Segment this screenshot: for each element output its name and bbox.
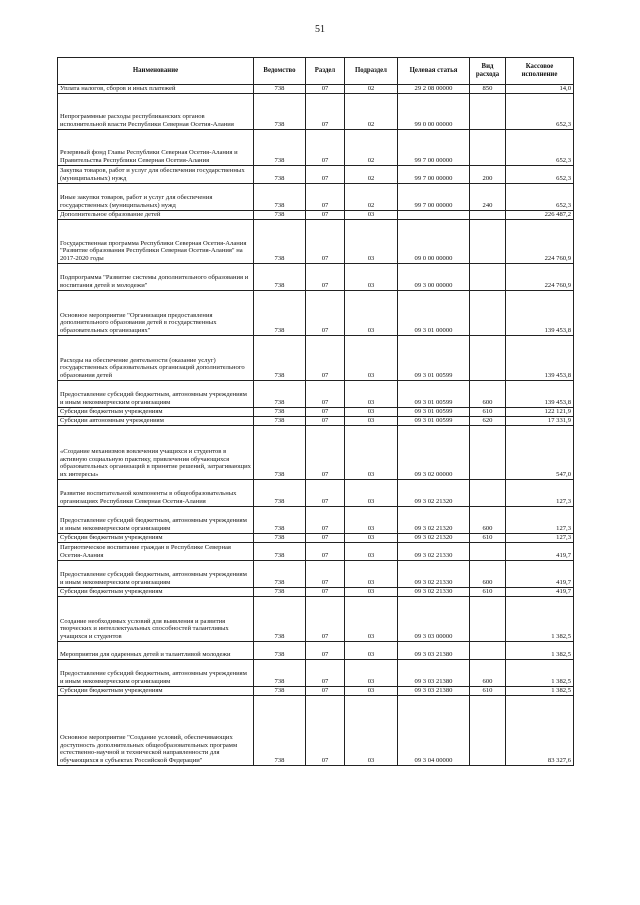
cell-dept: 738 <box>254 534 306 543</box>
table-row <box>58 220 574 264</box>
cell-section: 07 <box>306 543 345 561</box>
cell-kind <box>470 336 506 381</box>
cell-section: 07 <box>306 336 345 381</box>
table-row <box>58 507 574 534</box>
cell-subsection: 03 <box>345 588 398 597</box>
cell-section: 07 <box>306 381 345 408</box>
cell-kind <box>470 220 506 264</box>
cell-kind <box>470 211 506 220</box>
cell-section: 07 <box>306 642 345 660</box>
cell-subsection: 03 <box>345 220 398 264</box>
cell-kind <box>470 480 506 507</box>
cell-target: 09 3 03 00000 <box>398 597 470 642</box>
cell-subsection: 02 <box>345 166 398 184</box>
cell-dept: 738 <box>254 264 306 291</box>
cell-amount: 419,7 <box>506 588 574 597</box>
cell-section: 07 <box>306 597 345 642</box>
cell-amount: 139 453,8 <box>506 291 574 336</box>
cell-dept: 738 <box>254 696 306 766</box>
cell-dept: 738 <box>254 220 306 264</box>
cell-section: 07 <box>306 85 345 94</box>
cell-subsection: 03 <box>345 507 398 534</box>
cell-subsection: 02 <box>345 130 398 166</box>
cell-kind <box>470 130 506 166</box>
cell-name: Субсидии бюджетным учреждениям <box>58 588 254 597</box>
cell-target: 09 3 02 21320 <box>398 480 470 507</box>
table-row <box>58 642 574 660</box>
cell-target: 09 3 02 21330 <box>398 543 470 561</box>
cell-kind: 620 <box>470 417 506 426</box>
cell-section: 07 <box>306 660 345 687</box>
cell-dept: 738 <box>254 543 306 561</box>
cell-target: 99 7 00 00000 <box>398 166 470 184</box>
table-row <box>58 211 574 220</box>
table-header-row <box>58 58 574 85</box>
cell-amount: 652,3 <box>506 130 574 166</box>
cell-section: 07 <box>306 480 345 507</box>
cell-name: Расходы на обеспечение деятельности (оказание услуг) государственных образовательных организаций дополнительного образования детей <box>58 336 254 381</box>
cell-section: 07 <box>306 561 345 588</box>
cell-name: Уплата налогов, сборов и иных платежей <box>58 85 254 94</box>
cell-subsection: 03 <box>345 597 398 642</box>
cell-amount: 1 382,5 <box>506 597 574 642</box>
cell-section: 07 <box>306 184 345 211</box>
cell-subsection: 03 <box>345 381 398 408</box>
cell-subsection: 03 <box>345 408 398 417</box>
cell-name: Предоставление субсидий бюджетным, автономным учреждениям и иным некоммерческим организациям <box>58 507 254 534</box>
cell-dept: 738 <box>254 687 306 696</box>
cell-section: 07 <box>306 534 345 543</box>
table-row <box>58 291 574 336</box>
cell-subsection: 03 <box>345 543 398 561</box>
cell-dept: 738 <box>254 660 306 687</box>
cell-dept: 738 <box>254 184 306 211</box>
cell-subsection: 03 <box>345 264 398 291</box>
cell-name: Основное мероприятие "Создание условий, обеспечивающих доступность дополнительных общеобразовательных программ естественно-научной и технической направленности для обучающихся в субъектах Российской Федерации" <box>58 696 254 766</box>
cell-name: Непрограммные расходы республиканских органов исполнительной власти Республики Северная Осетия-Алания <box>58 94 254 130</box>
cell-subsection: 03 <box>345 291 398 336</box>
cell-subsection: 03 <box>345 426 398 480</box>
table-row <box>58 480 574 507</box>
table-row <box>58 130 574 166</box>
cell-kind: 240 <box>470 184 506 211</box>
cell-section: 07 <box>306 220 345 264</box>
cell-name: Предоставление субсидий бюджетным, автономным учреждениям и иным некоммерческим организациям <box>58 660 254 687</box>
cell-amount: 17 331,9 <box>506 417 574 426</box>
cell-name: Мероприятия для одаренных детей и талантливой молодежи <box>58 642 254 660</box>
cell-subsection: 03 <box>345 417 398 426</box>
cell-name: Предоставление субсидий бюджетным, автономным учреждениям и иным некоммерческим организациям <box>58 561 254 588</box>
cell-target: 09 3 01 00599 <box>398 417 470 426</box>
cell-subsection: 02 <box>345 184 398 211</box>
cell-dept: 738 <box>254 588 306 597</box>
header-dept: Ведомство <box>254 58 306 85</box>
table-row <box>58 660 574 687</box>
cell-subsection: 03 <box>345 561 398 588</box>
cell-section: 07 <box>306 417 345 426</box>
cell-name: Закупка товаров, работ и услуг для обеспечения государственных (муниципальных) нужд <box>58 166 254 184</box>
cell-target: 09 3 02 21330 <box>398 561 470 588</box>
cell-dept: 738 <box>254 94 306 130</box>
table-row <box>58 426 574 480</box>
cell-target: 09 3 03 21380 <box>398 642 470 660</box>
table-row <box>58 166 574 184</box>
table-row <box>58 588 574 597</box>
cell-amount: 652,3 <box>506 166 574 184</box>
cell-name: Патриотическое воспитание граждан в Республике Северная Осетия-Алания <box>58 543 254 561</box>
cell-dept: 738 <box>254 426 306 480</box>
cell-section: 07 <box>306 408 345 417</box>
header-subsection: Подраздел <box>345 58 398 85</box>
cell-name: Создание необходимых условий для выявления и развития творческих и интеллектуальных способностей талантливых учащихся и студентов <box>58 597 254 642</box>
cell-target: 09 3 01 00599 <box>398 408 470 417</box>
cell-name: Субсидии бюджетным учреждениям <box>58 687 254 696</box>
cell-name: Предоставление субсидий бюджетным, автономным учреждениям и иным некоммерческим организациям <box>58 381 254 408</box>
page-number: 51 <box>315 24 325 35</box>
cell-dept: 738 <box>254 85 306 94</box>
cell-amount: 127,3 <box>506 507 574 534</box>
table-row <box>58 264 574 291</box>
header-section: Раздел <box>306 58 345 85</box>
cell-target: 09 3 03 21380 <box>398 687 470 696</box>
cell-kind <box>470 597 506 642</box>
cell-amount: 122 121,9 <box>506 408 574 417</box>
cell-name: Основное мероприятие "Организация предоставления дополнительного образования детей в государственных образовательных организациях" <box>58 291 254 336</box>
header-amount: Кассовое исполнение <box>506 58 574 85</box>
cell-target: 09 3 02 21330 <box>398 588 470 597</box>
cell-name: Резервный фонд Главы Республики Северная Осетия-Алания и Правительства Республики Северная Осетия-Алания <box>58 130 254 166</box>
cell-dept: 738 <box>254 291 306 336</box>
table-row <box>58 336 574 381</box>
cell-section: 07 <box>306 166 345 184</box>
cell-name: Иные закупки товаров, работ и услуг для обеспечения государственных (муниципальных) нужд <box>58 184 254 211</box>
cell-kind: 610 <box>470 534 506 543</box>
cell-dept: 738 <box>254 480 306 507</box>
table-row <box>58 417 574 426</box>
cell-subsection: 03 <box>345 660 398 687</box>
cell-name: Дополнительное образование детей <box>58 211 254 220</box>
cell-amount: 224 760,9 <box>506 264 574 291</box>
cell-amount: 1 382,5 <box>506 642 574 660</box>
cell-target: 09 3 03 21380 <box>398 660 470 687</box>
cell-amount: 224 760,9 <box>506 220 574 264</box>
cell-section: 07 <box>306 687 345 696</box>
cell-name: Развитие воспитательной компоненты в общеобразовательных организациях Республики Северная Осетия-Алания <box>58 480 254 507</box>
cell-target: 09 3 02 00000 <box>398 426 470 480</box>
cell-kind: 850 <box>470 85 506 94</box>
cell-amount: 83 327,6 <box>506 696 574 766</box>
cell-section: 07 <box>306 588 345 597</box>
header-kind: Вид расхода <box>470 58 506 85</box>
cell-kind: 600 <box>470 381 506 408</box>
cell-section: 07 <box>306 426 345 480</box>
cell-amount: 127,3 <box>506 534 574 543</box>
cell-amount: 419,7 <box>506 543 574 561</box>
cell-name: «Создание механизмов вовлечения учащихся и студентов в активную социальную практику, привлечения обучающихся образовательных организаций в принятие решений, затрагивающих их интересы» <box>58 426 254 480</box>
cell-amount: 652,3 <box>506 94 574 130</box>
cell-target: 09 3 01 00599 <box>398 381 470 408</box>
cell-dept: 738 <box>254 381 306 408</box>
cell-dept: 738 <box>254 561 306 588</box>
cell-amount: 139 453,8 <box>506 381 574 408</box>
cell-dept: 738 <box>254 642 306 660</box>
cell-dept: 738 <box>254 211 306 220</box>
cell-subsection: 03 <box>345 336 398 381</box>
cell-kind: 610 <box>470 588 506 597</box>
cell-name: Подпрограмма "Развитие системы дополнительного образования и воспитания детей и молодежи" <box>58 264 254 291</box>
cell-kind: 600 <box>470 660 506 687</box>
cell-amount: 1 382,5 <box>506 687 574 696</box>
cell-section: 07 <box>306 94 345 130</box>
header-target: Целевая статья <box>398 58 470 85</box>
cell-section: 07 <box>306 211 345 220</box>
cell-subsection: 03 <box>345 480 398 507</box>
cell-target: 99 7 00 00000 <box>398 130 470 166</box>
cell-amount: 139 453,8 <box>506 336 574 381</box>
cell-dept: 738 <box>254 417 306 426</box>
cell-target: 09 3 02 21320 <box>398 534 470 543</box>
cell-kind <box>470 94 506 130</box>
cell-target <box>398 211 470 220</box>
header-name: Наименование <box>58 58 254 85</box>
cell-dept: 738 <box>254 166 306 184</box>
cell-amount: 14,0 <box>506 85 574 94</box>
cell-target: 29 2 08 00000 <box>398 85 470 94</box>
cell-amount: 419,7 <box>506 561 574 588</box>
cell-kind: 610 <box>470 408 506 417</box>
cell-dept: 738 <box>254 597 306 642</box>
cell-subsection: 02 <box>345 85 398 94</box>
cell-subsection: 03 <box>345 696 398 766</box>
cell-kind: 610 <box>470 687 506 696</box>
cell-kind: 600 <box>470 561 506 588</box>
table-row <box>58 696 574 766</box>
cell-section: 07 <box>306 291 345 336</box>
cell-kind <box>470 696 506 766</box>
cell-kind: 200 <box>470 166 506 184</box>
cell-subsection: 03 <box>345 642 398 660</box>
cell-name: Субсидии бюджетным учреждениям <box>58 534 254 543</box>
cell-target: 09 3 00 00000 <box>398 264 470 291</box>
cell-target: 99 7 00 00000 <box>398 184 470 211</box>
cell-target: 09 3 02 21320 <box>398 507 470 534</box>
cell-section: 07 <box>306 130 345 166</box>
cell-amount: 226 487,2 <box>506 211 574 220</box>
cell-target: 99 0 00 00000 <box>398 94 470 130</box>
cell-subsection: 02 <box>345 94 398 130</box>
cell-amount: 547,0 <box>506 426 574 480</box>
cell-section: 07 <box>306 696 345 766</box>
cell-target: 09 3 01 00000 <box>398 291 470 336</box>
cell-dept: 738 <box>254 130 306 166</box>
cell-amount: 127,3 <box>506 480 574 507</box>
cell-amount: 1 382,5 <box>506 660 574 687</box>
table-row <box>58 381 574 408</box>
cell-name: Субсидии бюджетным учреждениям <box>58 408 254 417</box>
cell-dept: 738 <box>254 507 306 534</box>
cell-amount: 652,3 <box>506 184 574 211</box>
cell-kind <box>470 426 506 480</box>
cell-section: 07 <box>306 264 345 291</box>
cell-name: Субсидии автономным учреждениям <box>58 417 254 426</box>
cell-section: 07 <box>306 507 345 534</box>
table-row <box>58 534 574 543</box>
table-row <box>58 184 574 211</box>
cell-name: Государственная программа Республики Северная Осетия-Алания "Развитие образования Республики Северная Осетия-Алания" на 2017-2020 годы <box>58 220 254 264</box>
cell-kind: 600 <box>470 507 506 534</box>
table-row <box>58 543 574 561</box>
cell-kind <box>470 642 506 660</box>
cell-subsection: 03 <box>345 534 398 543</box>
table-row <box>58 408 574 417</box>
cell-target: 09 0 00 00000 <box>398 220 470 264</box>
cell-kind <box>470 543 506 561</box>
cell-subsection: 03 <box>345 687 398 696</box>
table-row <box>58 687 574 696</box>
cell-kind <box>470 291 506 336</box>
table-row <box>58 561 574 588</box>
cell-kind <box>470 264 506 291</box>
cell-target: 09 3 04 00000 <box>398 696 470 766</box>
table-row <box>58 94 574 130</box>
cell-dept: 738 <box>254 408 306 417</box>
cell-target: 09 3 01 00599 <box>398 336 470 381</box>
table-row <box>58 597 574 642</box>
cell-dept: 738 <box>254 336 306 381</box>
table-row <box>58 85 574 94</box>
cell-subsection: 03 <box>345 211 398 220</box>
budget-execution-table <box>57 57 574 766</box>
